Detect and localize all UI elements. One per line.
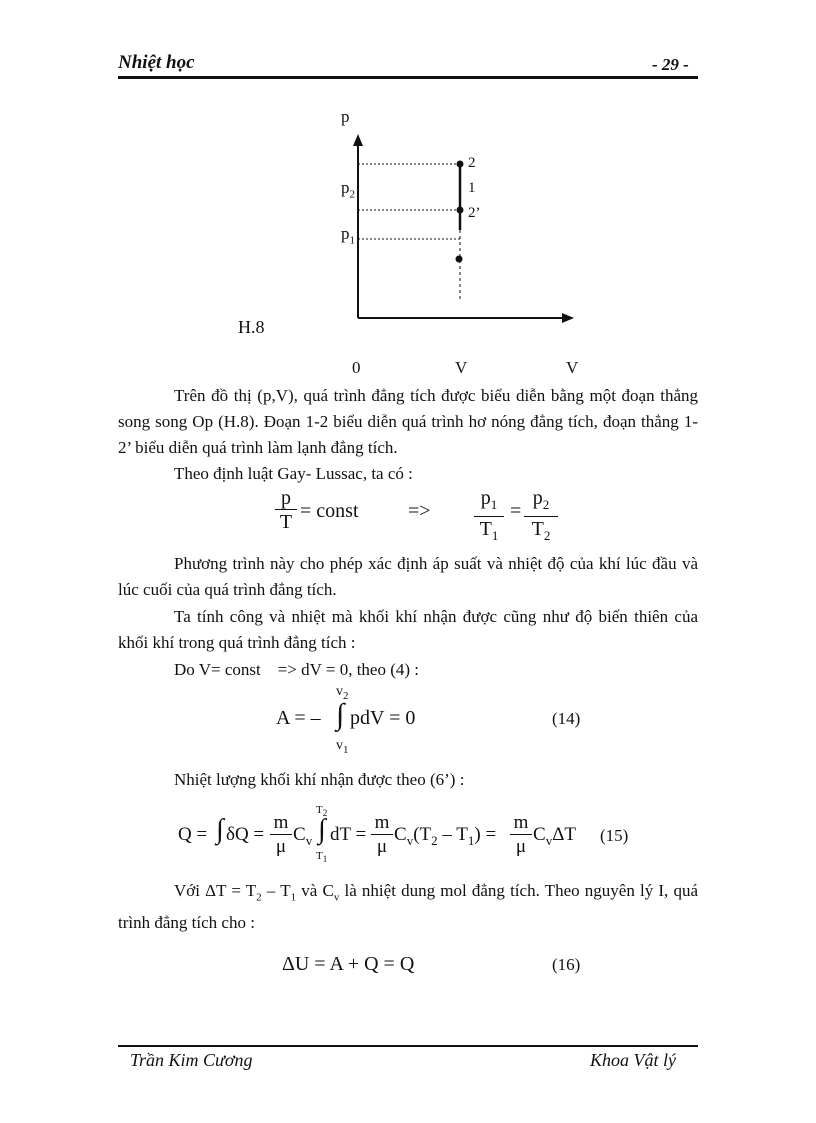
x-axis-v-label: V [566, 358, 579, 377]
label-p2: $p_2$ [341, 178, 355, 201]
eq15-lower-limit: $T_1$ [316, 850, 328, 865]
paragraph-isochoric-graph: Trên đồ thị (p,V), quá trình đẳng tích được biểu diễn bằng một đoạn thẳng song song Op (H.8). Đoạn 1-2 biểu diễn quá trình hơ nóng đẳng tích, đoạn thẳng 1-2’ biểu diễn quá trình làm lạnh đẳng tích. [118, 386, 698, 457]
v-axis-arrow [562, 313, 574, 323]
point-1 [457, 207, 464, 214]
footer-rule [118, 1045, 698, 1047]
eq14-upper-limit: $v_2$ [336, 684, 349, 702]
frac-m-over-mu: m μ [270, 812, 292, 859]
frac-p1-over-t1: $p_1$ $T_1$ [474, 487, 504, 548]
frac-p2-over-t2: $p_2$ $T_2$ [524, 487, 558, 548]
label-point-2-prime: 2’ [468, 205, 481, 221]
eq14-body: pdV = 0 [350, 707, 416, 729]
x-zero-label: 0 [352, 358, 361, 377]
frac-p-over-t: p T [275, 487, 297, 534]
label-p1: $p_1$ [341, 224, 355, 247]
paragraph-first-law: Với $\Delta T = T_2 - T_1$ và $C_v$ là nhiệt dung mol đẳng tích. Theo nguyên lý I, quá trình đẳng tích cho : [118, 881, 699, 933]
footer-author: Trần Kim Cương [130, 1050, 253, 1070]
eq14-lower-limit: $v_1$ [336, 738, 349, 756]
eq-const: = const [300, 500, 359, 522]
eq15-dt: dT = [330, 824, 367, 845]
eq15-cv: $C_v$ [293, 824, 313, 848]
eq14-lhs: A = – [276, 707, 321, 729]
eq16-number: (16) [552, 955, 581, 974]
eq-equals: = [510, 500, 522, 522]
eq15-upper-limit: $T_2$ [316, 804, 328, 819]
paragraph-gay-lussac: Theo định luật Gay- Lussac, ta có : [174, 464, 413, 483]
paragraph-dv-zero: Do V= const => dV = 0, theo (4) : [174, 660, 420, 679]
eq15-cv-delta: $C_v(T_2 - T_1)$ = [394, 824, 497, 848]
header-title: Nhiệt học [118, 52, 195, 73]
label-point-2: 2 [468, 155, 476, 171]
integral-sign-2: ∫ [318, 814, 326, 845]
figure-label: H.8 [238, 317, 265, 337]
x-v-label: V [455, 358, 468, 377]
point-2 [457, 161, 464, 168]
point-2-prime [456, 256, 463, 263]
eq15-delta-q: δQ = [226, 824, 265, 845]
eq15-cv-dt: $C_v\Delta T$ [533, 824, 577, 848]
frac-m-over-mu-3: m μ [510, 812, 532, 859]
footer-dept: Khoa Vật lý [590, 1050, 676, 1070]
integral-sign: ∫ [336, 698, 345, 731]
label-point-1: 1 [468, 180, 476, 196]
integral-sign: ∫ [216, 814, 224, 845]
p-axis-arrow [353, 134, 363, 146]
page-number: - 29 - [652, 55, 689, 74]
paragraph-work-heat: Ta tính công và nhiệt mà khối khí nhận được cũng như độ biến thiên của khối khí trong quá trình đẳng tích : [118, 607, 698, 652]
frac-m-over-mu-2: m μ [371, 812, 393, 859]
equation-16: ΔU = A + Q = Q [282, 953, 415, 975]
eq14-number: (14) [552, 709, 581, 728]
eq-arrow: => [408, 500, 431, 522]
eq15-number: (15) [600, 826, 629, 845]
axis-p-label: p [341, 107, 350, 126]
eq15-q: Q = [178, 824, 208, 845]
pv-diagram [0, 0, 816, 400]
paragraph-heat-received: Nhiệt lượng khối khí nhận được theo (6’) : [174, 770, 465, 789]
paragraph-initial-final: Phương trình này cho phép xác định áp suất và nhiệt độ của khí lúc đầu và lúc cuối của quá trình đẳng tích. [118, 554, 698, 599]
